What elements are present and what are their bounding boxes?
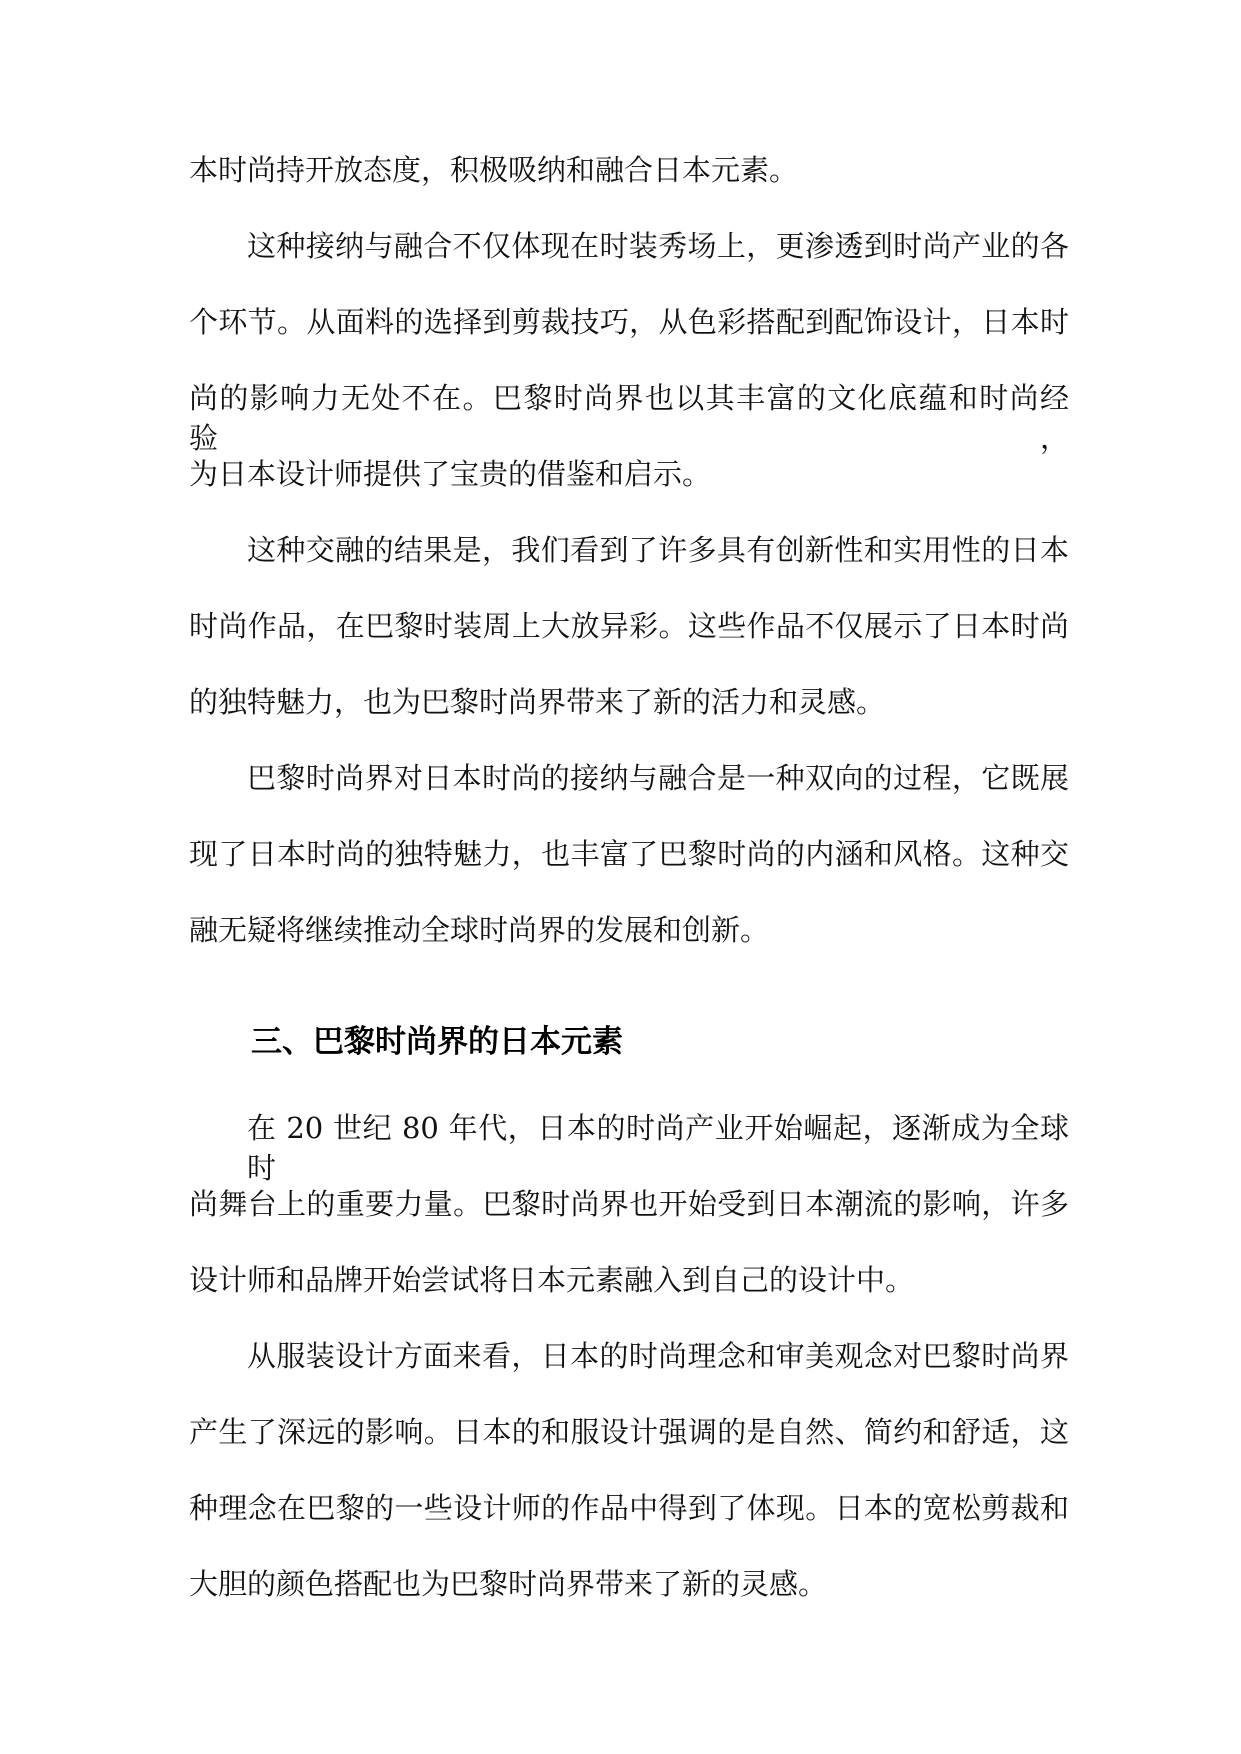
paragraph-line: 大胆的颜色搭配也为巴黎时尚界带来了新的灵感。 xyxy=(189,1567,828,1601)
paragraph-line: 的独特魅力，也为巴黎时尚界带来了新的活力和灵感。 xyxy=(189,685,886,719)
paragraph-line: 在 20 世纪 80 年代，日本的时尚产业开始崛起，逐渐成为全球时 xyxy=(247,1111,1069,1185)
paragraph-line: 这种交融的结果是，我们看到了许多具有创新性和实用性的日本 xyxy=(247,533,1069,567)
paragraph-line: 尚的影响力无处不在。巴黎时尚界也以其丰富的文化底蕴和时尚经验， xyxy=(189,381,1069,455)
paragraph-line: 种理念在巴黎的一些设计师的作品中得到了体现。日本的宽松剪裁和 xyxy=(189,1491,1069,1525)
paragraph-line: 融无疑将继续推动全球时尚界的发展和创新。 xyxy=(189,913,770,947)
paragraph-line: 巴黎时尚界对日本时尚的接纳与融合是一种双向的过程，它既展 xyxy=(247,761,1069,795)
paragraph-line: 本时尚持开放态度，积极吸纳和融合日本元素。 xyxy=(189,153,799,187)
paragraph-line: 时尚作品，在巴黎时装周上大放异彩。这些作品不仅展示了日本时尚 xyxy=(189,609,1069,643)
paragraph-line: 尚舞台上的重要力量。巴黎时尚界也开始受到日本潮流的影响，许多 xyxy=(189,1187,1069,1221)
section-heading: 三、巴黎时尚界的日本元素 xyxy=(251,1024,623,1060)
paragraph-line: 从服装设计方面来看，日本的时尚理念和审美观念对巴黎时尚界 xyxy=(247,1339,1069,1373)
paragraph-line: 这种接纳与融合不仅体现在时装秀场上，更渗透到时尚产业的各 xyxy=(247,229,1069,263)
paragraph-line: 现了日本时尚的独特魅力，也丰富了巴黎时尚的内涵和风格。这种交 xyxy=(189,837,1069,871)
paragraph-line: 个环节。从面料的选择到剪裁技巧，从色彩搭配到配饰设计，日本时 xyxy=(189,305,1069,339)
paragraph-line: 产生了深远的影响。日本的和服设计强调的是自然、简约和舒适，这 xyxy=(189,1415,1069,1449)
paragraph-line: 设计师和品牌开始尝试将日本元素融入到自己的设计中。 xyxy=(189,1263,915,1297)
paragraph-line: 为日本设计师提供了宝贵的借鉴和启示。 xyxy=(189,457,712,491)
